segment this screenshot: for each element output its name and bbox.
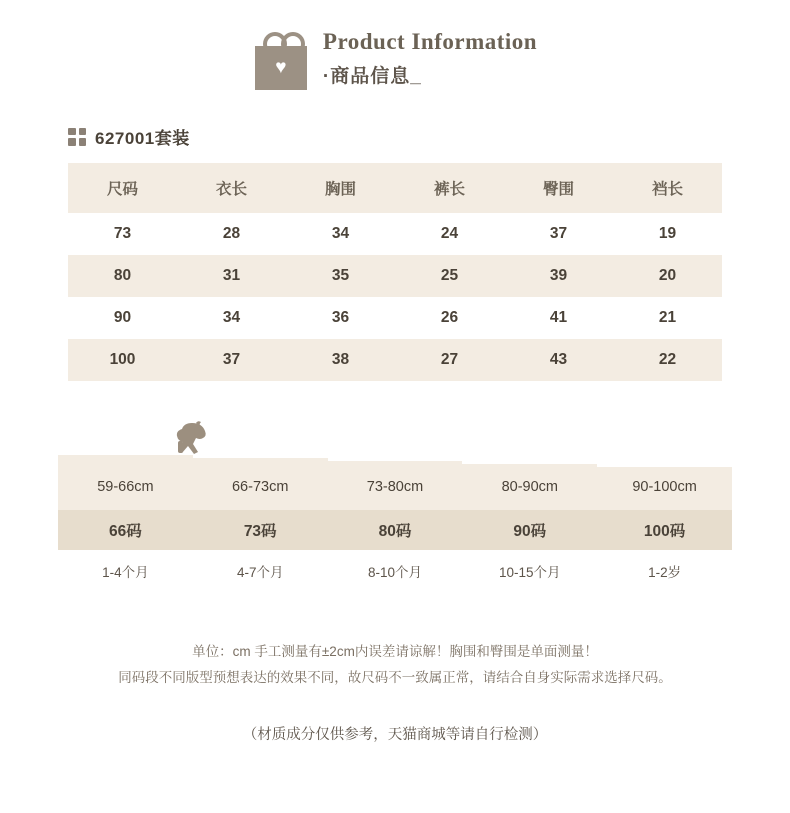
table-cell: 73	[113, 225, 132, 242]
note-line-1: 单位：cm 手工测量有±2cm内误差请谅解！胸围和臀围是单面测量！	[192, 644, 598, 659]
band-height: 80-90cm	[462, 464, 597, 510]
column-header: 衣长	[215, 181, 247, 198]
band-age: 4-7个月	[236, 565, 284, 580]
table-cell: 39	[549, 267, 568, 284]
table-row	[68, 213, 722, 255]
table-header-row	[68, 163, 722, 213]
measurement-notes	[0, 639, 790, 691]
band-column	[462, 464, 597, 581]
table-row	[68, 255, 722, 297]
table-cell: 35	[331, 267, 350, 284]
band-age: 8-10个月	[367, 565, 422, 580]
table-row	[68, 339, 722, 381]
product-code-row	[68, 124, 790, 149]
band-size: 80码	[328, 510, 463, 550]
band-height: 66-73cm	[193, 458, 328, 510]
table-cell: 100	[109, 351, 136, 368]
table-cell: 80	[113, 267, 132, 284]
column-header: 裆长	[651, 181, 683, 198]
band-height: 59-66cm	[58, 455, 193, 510]
column-header: 尺码	[106, 181, 138, 198]
table-cell: 19	[658, 225, 677, 242]
material-footnote: （材质成分仅供参考，天猫商城等请自行检测）	[242, 727, 548, 743]
band-height: 90-100cm	[597, 467, 732, 510]
crawling-baby-icon	[168, 421, 212, 457]
table-cell: 36	[331, 309, 350, 326]
band-column	[597, 467, 732, 581]
table-cell: 34	[331, 225, 350, 242]
table-cell: 43	[549, 351, 568, 368]
shopping-bag-heart-icon: ♥	[253, 30, 309, 90]
table-row	[68, 297, 722, 339]
column-header: 胸围	[324, 181, 356, 198]
note-line-2: 同码段不同版型预想表达的效果不同，故尺码不一致属正常，请结合自身实际需求选择尺码。	[118, 670, 672, 685]
band-column	[328, 461, 463, 581]
band-age: 1-2岁	[648, 565, 682, 580]
product-code-label: 627001套装	[95, 129, 190, 148]
header-text-block	[323, 29, 537, 88]
table-cell: 31	[222, 267, 241, 284]
page-subtitle: ·商品信息_	[322, 65, 422, 87]
table-cell: 22	[658, 351, 677, 368]
page-title: Product Information	[322, 28, 538, 54]
size-measurement-table	[68, 163, 722, 381]
band-size: 66码	[58, 510, 193, 550]
table-cell: 28	[222, 225, 241, 242]
band-columns	[58, 455, 732, 581]
column-header: 臀围	[542, 181, 574, 198]
band-column	[58, 455, 193, 581]
band-age: 10-15个月	[499, 565, 561, 580]
table-cell: 21	[658, 309, 677, 326]
age-size-band	[0, 455, 790, 605]
band-size: 90码	[462, 510, 597, 550]
table-cell: 20	[658, 267, 677, 284]
band-height: 73-80cm	[328, 461, 463, 510]
table-cell: 34	[222, 309, 241, 326]
table-cell: 25	[440, 267, 459, 284]
table-cell: 24	[440, 225, 459, 242]
band-column	[193, 458, 328, 581]
table-cell: 90	[113, 309, 132, 326]
band-size: 100码	[597, 510, 732, 550]
table-cell: 38	[331, 351, 350, 368]
band-size: 73码	[193, 510, 328, 550]
grid-icon	[68, 128, 86, 146]
page-header	[0, 0, 790, 90]
table-cell: 37	[549, 225, 568, 242]
band-age: 1-4个月	[102, 565, 149, 580]
column-header: 裤长	[433, 181, 465, 198]
table-cell: 41	[549, 309, 568, 326]
table-cell: 37	[222, 351, 241, 368]
table-cell: 26	[440, 309, 459, 326]
table-cell: 27	[440, 351, 459, 368]
